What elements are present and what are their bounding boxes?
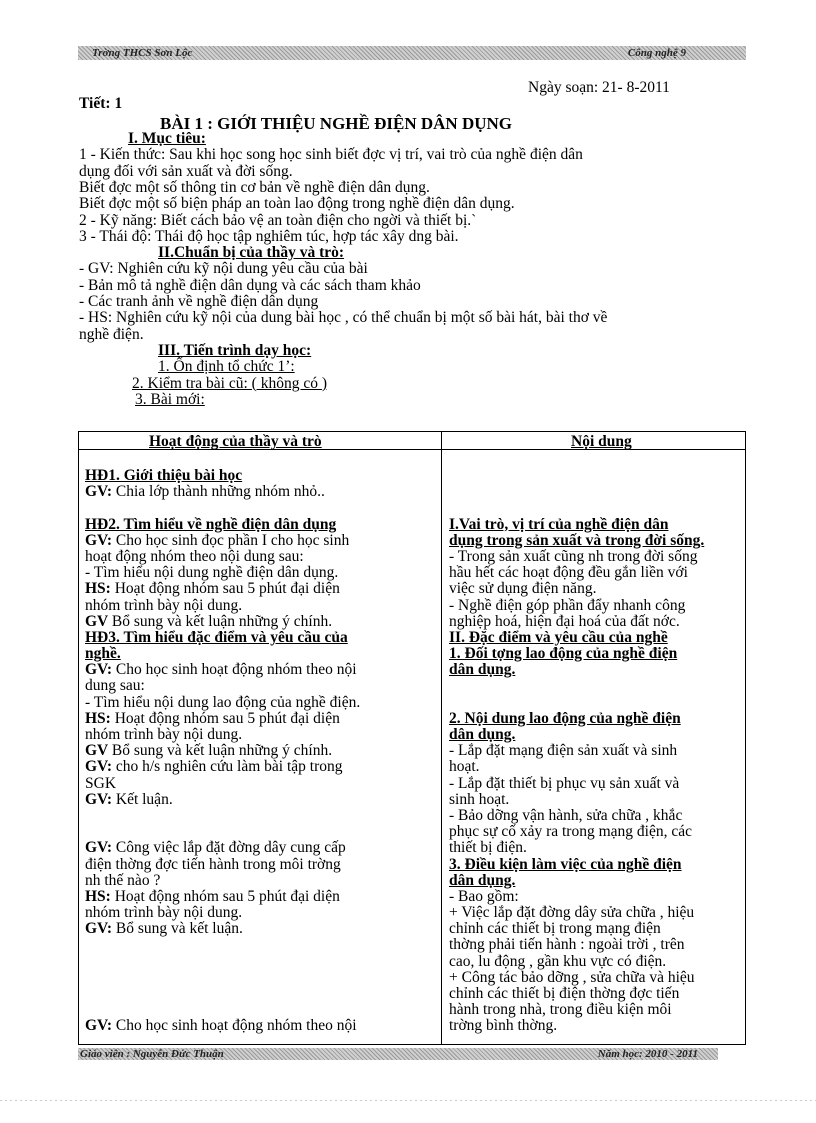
line-text: điện thờng đợc tiến hành trong môi trờng <box>85 855 341 873</box>
table-line <box>85 857 360 873</box>
line-text: nhóm trình bày nội dung. <box>85 726 243 743</box>
table-line <box>449 727 704 743</box>
table-line <box>85 889 360 905</box>
activity-table <box>78 431 746 1045</box>
line-text: - Nghề điện góp phần đẩy nhanh công <box>449 596 686 614</box>
blank-line <box>85 1002 360 1018</box>
line-text: GV <box>85 612 112 630</box>
table-line <box>449 824 704 840</box>
line-text: I.Vai trò, vị trí của nghề điện dân <box>449 515 669 533</box>
table-line <box>85 646 360 662</box>
table-line <box>85 517 360 533</box>
intro-line: 2. Kiểm tra bài cũ: ( không có ) <box>132 374 327 392</box>
table-line <box>85 727 360 743</box>
table-line <box>85 792 360 808</box>
table-line <box>85 565 360 581</box>
intro-line: 3 - Thái độ: Thái độ học tập nghiêm túc, hợp tác xây dng bài. <box>79 227 459 245</box>
line-text: HĐ3. Tìm hiểu đặc điểm và yêu cầu của <box>85 628 348 646</box>
line-text: II. Đặc điểm và yêu cầu của nghề <box>449 628 668 646</box>
table-line <box>85 695 360 711</box>
line-text: 3. Điều kiện làm việc của nghề điện <box>449 855 682 873</box>
line-text: chỉnh các thiết bị điện thờng đợc tiến <box>449 985 680 1002</box>
line-rest: cho h/s nghiên cứu làm bài tập trong <box>115 758 343 776</box>
intro-line: - Bản mô tả nghề điện dân dụng và các sách tham khảo <box>79 276 421 294</box>
line-text: - Tìm hiểu nội dung nghề điện dân dụng. <box>85 564 339 582</box>
table-line <box>449 759 704 775</box>
column-divider <box>441 432 442 1044</box>
col1-header: Hoạt động của thầy và trò <box>149 433 322 450</box>
table-line <box>449 857 704 873</box>
table-line <box>449 986 704 1002</box>
intro-line: Biết đợc một số thông tin cơ bản về nghề điện dân dụng. <box>79 178 430 196</box>
table-line <box>85 678 360 694</box>
line-text: GV <box>85 742 112 760</box>
line-rest: Hoạt động nhóm sau 5 phút đại diện <box>114 709 340 727</box>
table-line <box>85 484 360 500</box>
line-rest: Cho học sinh đọc phần I cho học sinh <box>115 531 350 549</box>
table-line <box>85 630 360 646</box>
table-line <box>449 517 704 533</box>
line-rest: Hoạt động nhóm sau 5 phút đại diện <box>114 580 340 598</box>
table-line <box>85 840 360 856</box>
line-text: dụng trong sản xuất và trong đời sống. <box>449 531 705 549</box>
line-text: dân dụng. <box>449 661 516 679</box>
table-line <box>85 743 360 759</box>
teacher-student-activities <box>85 468 360 1035</box>
blank-line <box>85 986 360 1002</box>
line-text: dung sau: <box>85 677 145 695</box>
table-line <box>449 792 704 808</box>
line-text: cao, lu động , gần khu vực có điện. <box>449 952 667 970</box>
blank-line <box>85 970 360 986</box>
table-line <box>85 533 360 549</box>
table-line <box>449 905 704 921</box>
intro-line: - Các tranh ảnh về nghề điện dân dụng <box>79 293 319 310</box>
line-text: nhóm trình bày nội dung. <box>85 596 243 614</box>
line-text: HS: <box>85 887 115 905</box>
table-line <box>449 614 704 630</box>
line-text: HS: <box>85 580 115 598</box>
line-text: hoạt. <box>449 758 480 776</box>
line-text: HS: <box>85 709 115 727</box>
line-text: GV: <box>85 758 116 776</box>
line-rest: Chia lớp thành những nhóm nhỏ.. <box>115 483 325 501</box>
blank-line <box>85 500 360 516</box>
table-line <box>85 711 360 727</box>
intro-line: 3. Bài mới: <box>135 390 205 408</box>
line-text: - Bao gồm: <box>449 887 519 905</box>
table-line <box>449 711 704 727</box>
table-line <box>449 776 704 792</box>
intro-line: III. Tiến trình dạy học: <box>158 341 312 359</box>
table-line <box>449 970 704 986</box>
line-text: 1. Đối tợng lao động của nghề điện <box>449 645 678 663</box>
header-school: Trờng THCS Sơn Lộc <box>92 47 193 59</box>
line-text: GV: <box>85 790 116 808</box>
line-rest: Kết luận. <box>115 790 173 808</box>
table-line <box>85 776 360 792</box>
table-line <box>85 1018 360 1034</box>
table-line <box>449 630 704 646</box>
line-text: + Công tác bảo dỡng , sửa chữa và hiệu <box>449 968 695 986</box>
line-rest: Bổ sung và kết luận những ý chính. <box>111 612 333 630</box>
line-rest: Bổ sung và kết luận. <box>115 920 243 938</box>
line-text: - Trong sản xuất cũng nh trong đời sống <box>449 547 698 565</box>
lesson-number: Tiết: 1 <box>79 95 123 112</box>
table-line <box>449 840 704 856</box>
table-line <box>449 565 704 581</box>
table-line <box>449 954 704 970</box>
line-text: GV: <box>85 920 116 938</box>
line-text: dân dụng. <box>449 726 516 743</box>
table-line <box>449 889 704 905</box>
line-text: SGK <box>85 774 117 792</box>
line-text: dân dụng. <box>449 871 516 889</box>
table-line <box>449 549 704 565</box>
line-text: hầu hết các hoạt động đều gắn liền với <box>449 564 688 582</box>
line-text: nghề. <box>85 645 121 663</box>
line-rest: Cho học sinh hoạt động nhóm theo nội <box>115 1017 357 1035</box>
line-text: HĐ1. Giới thiệu bài học <box>85 467 243 484</box>
line-rest: Bổ sung và kết luận những ý chính. <box>111 742 333 760</box>
intro-line: - GV: Nghiên cứu kỹ nội dung yêu cầu của bài <box>79 260 368 278</box>
date-prepared: Ngày soạn: 21- 8-2011 <box>528 79 670 96</box>
blank-line <box>449 484 704 500</box>
intro-line: - HS: Nghiên cứu kỹ nội của dung bài học , có thể chuẩn bị một số bài hát, bài thơ về <box>79 309 608 327</box>
blank-line <box>85 937 360 953</box>
line-text: chỉnh các thiết bị trong mạng điện <box>449 920 661 938</box>
footer-year: Năm học: 2010 - 2011 <box>597 1048 698 1060</box>
line-text: - Tìm hiểu nội dung lao động của nghề điện. <box>85 693 361 711</box>
table-line <box>85 581 360 597</box>
line-text: GV: <box>85 483 116 501</box>
table-line <box>449 873 704 889</box>
line-text: việc sử dụng điện năng. <box>449 580 597 598</box>
table-line <box>449 598 704 614</box>
table-line <box>85 759 360 775</box>
blank-line <box>85 808 360 824</box>
line-rest: Hoạt động nhóm sau 5 phút đại diện <box>114 887 340 905</box>
line-text: GV: <box>85 531 116 549</box>
line-text: nh thế nào ? <box>85 871 161 889</box>
page-bottom-border <box>0 1100 816 1101</box>
table-line <box>85 921 360 937</box>
line-text: - Bảo dỡng vận hành, sửa chữa , khắc <box>449 806 683 824</box>
col2-header: Nội dung <box>571 433 632 450</box>
blank-line <box>449 468 704 484</box>
line-text: phục sự cố xảy ra trong mạng điện, các <box>449 823 692 841</box>
blank-line <box>85 954 360 970</box>
table-line <box>85 873 360 889</box>
line-text: GV: <box>85 661 116 679</box>
line-rest: Cho học sinh hoạt động nhóm theo nội <box>115 661 357 679</box>
intro-line: 1. Ổn định tổ chức 1’: <box>158 358 295 376</box>
line-rest: Công việc lắp đặt đờng dây cung cấp <box>115 839 346 857</box>
table-line <box>449 937 704 953</box>
table-line <box>85 598 360 614</box>
line-text: trờng bình thờng. <box>449 1017 558 1035</box>
line-text: hoạt động nhóm theo nội dung sau: <box>85 547 304 565</box>
line-text: GV: <box>85 1017 116 1035</box>
blank-line <box>449 678 704 694</box>
table-line <box>449 1018 704 1034</box>
line-text: thiết bị điện. <box>449 839 527 857</box>
line-text: thờng phải tiến hành : ngoài trời , trên <box>449 936 685 954</box>
header-subject: Công nghệ 9 <box>627 47 686 59</box>
content-column <box>449 468 704 1035</box>
intro-line: Biết đợc một số biện pháp an toàn lao động trong nghề điện dân dụng. <box>79 195 515 213</box>
intro-line: dụng đối với sản xuất và đời sống. <box>79 162 293 180</box>
line-text: hành trong nhà, trong điều kiện môi <box>449 1001 672 1019</box>
table-line <box>449 646 704 662</box>
table-line <box>85 905 360 921</box>
line-text: nghiệp hoá, hiện đại hoá của đất nớc. <box>449 612 680 630</box>
line-text: GV: <box>85 839 116 857</box>
table-line <box>85 614 360 630</box>
intro-line: 2 - Kỹ năng: Biết cách bảo vệ an toàn điện cho ngời và thiết bị.` <box>79 211 477 229</box>
line-text: 2. Nội dung lao động của nghề điện <box>449 709 681 727</box>
line-text: + Việc lắp đặt đờng dây sửa chữa , hiệu <box>449 904 695 922</box>
intro-line: 1 - Kiến thức: Sau khi học song học sinh biết đợc vị trí, vai trò của nghề điện dân <box>79 146 583 164</box>
table-line <box>449 581 704 597</box>
blank-line <box>449 695 704 711</box>
page-header <box>78 46 746 60</box>
page-footer <box>78 1048 718 1060</box>
table-line <box>449 743 704 759</box>
table-line <box>85 549 360 565</box>
table-line <box>449 662 704 678</box>
line-text: sinh hoạt. <box>449 790 510 808</box>
intro-line: II.Chuẩn bị của thầy và trò: <box>158 244 345 262</box>
line-text: - Lắp đặt mạng điện sản xuất và sinh <box>449 742 678 760</box>
line-text: - Lắp đặt thiết bị phục vụ sản xuất và <box>449 774 680 792</box>
line-text: HĐ2. Tìm hiểu về nghề điện dân dụng <box>85 515 337 533</box>
footer-teacher: Giáo viên : Nguyễn Đức Thuận <box>80 1048 224 1060</box>
intro-line: I. Mục tiêu: <box>128 130 206 147</box>
table-line <box>85 662 360 678</box>
table-line <box>449 533 704 549</box>
intro-line: nghề điện. <box>79 325 144 343</box>
table-line <box>449 921 704 937</box>
table-line <box>449 808 704 824</box>
table-line <box>449 1002 704 1018</box>
table-line <box>85 468 360 484</box>
lesson-title: BÀI 1 : GIỚI THIỆU NGHỀ ĐIỆN DÂN DỤNG <box>160 114 513 133</box>
blank-line <box>85 824 360 840</box>
blank-line <box>449 500 704 516</box>
line-text: nhóm trình bày nội dung. <box>85 904 243 922</box>
